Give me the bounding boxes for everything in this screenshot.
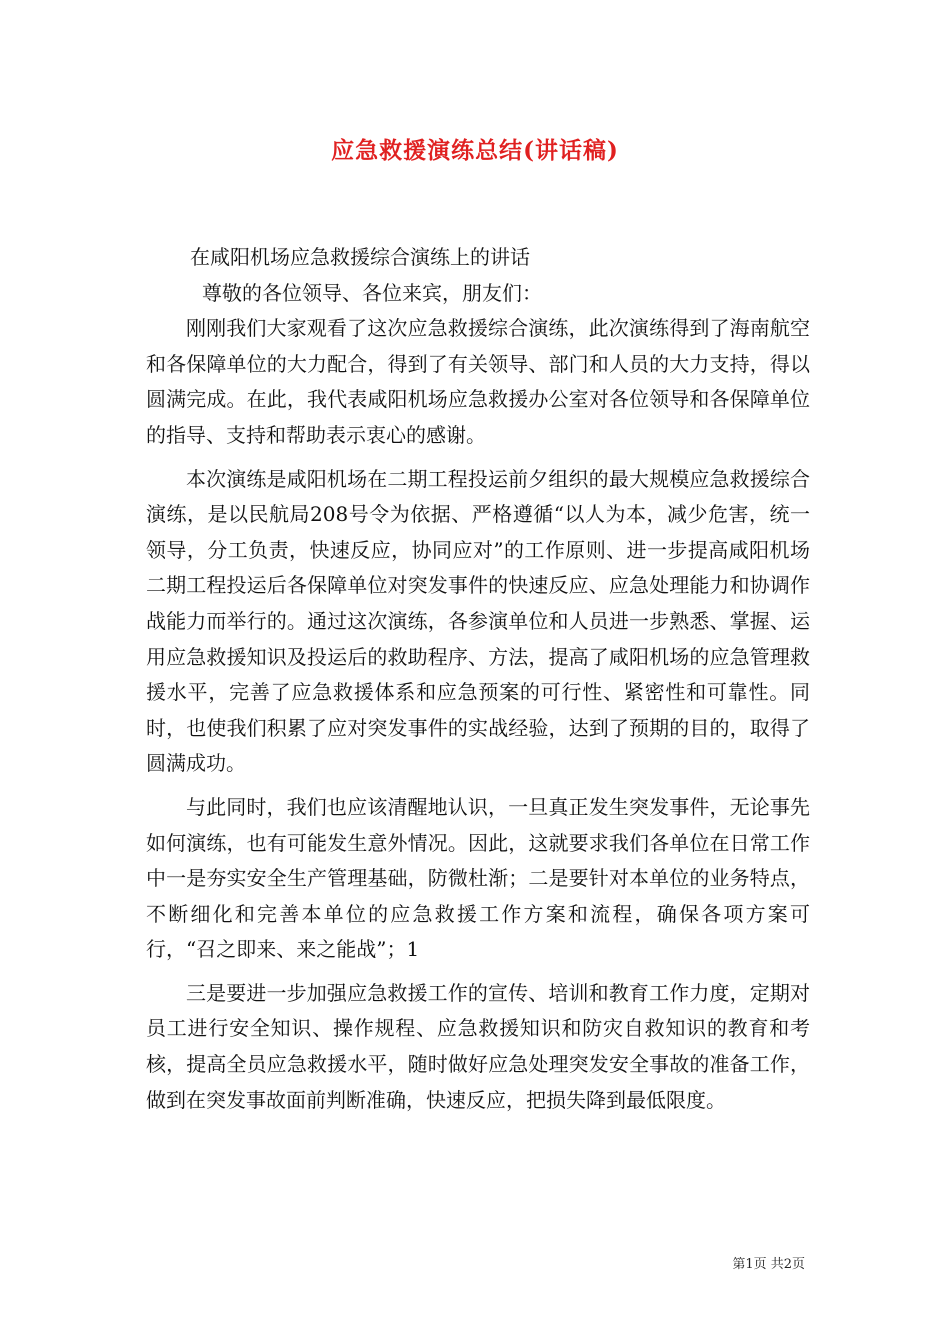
page-number-indicator: 第1页 共2页 xyxy=(732,1257,805,1272)
paragraph-training: 三是要进一步加强应急救援工作的宣传、培训和教育工作力度，定期对员工进行安全知识、操作规程、应急救援知识和防灾自救知识的教育和考核，提高全员应急救援水平，随时做好应急处理突发安全事故的准备工作，做到在突发事故面前判断准确，快速反应，把损失降到最低限度。 xyxy=(146,980,810,1112)
document-body xyxy=(146,240,810,1118)
paragraph-requirements: 与此同时，我们也应该清醒地认识，一旦真正发生突发事件，无论事先如何演练，也有可能发生意外情况。因此，这就要求我们各单位在日常工作中一是夯实安全生产管理基础，防微杜渐；二是要针对本单位的业务特点，不断细化和完善本单位的应急救援工作方案和流程，确保各项方案可行，“召之即来、来之能战”；1 xyxy=(146,794,810,962)
speech-subtitle: 在咸阳机场应急救援综合演练上的讲话 xyxy=(190,245,530,269)
document-title: 应急救援演练总结(讲话稿) xyxy=(331,137,619,164)
paragraph-thanks: 刚刚我们大家观看了这次应急救援综合演练，此次演练得到了海南航空和各保障单位的大力配合，得到了有关领导、部门和人员的大力支持，得以圆满完成。在此，我代表咸阳机场应急救援办公室对各位领导和各保障单位的指导、支持和帮助表示衷心的感谢。 xyxy=(146,316,810,447)
greeting-line: 尊敬的各位领导、各位来宾，朋友们： xyxy=(202,280,542,305)
paragraph-drill-summary: 本次演练是咸阳机场在二期工程投运前夕组织的最大规模应急救援综合演练，是以民航局208号令为依据、严格遵循“以人为本，减少危害，统一领导，分工负责，快速反应，协同应对”的工作原则、进一步提高咸阳机场二期工程投运后各保障单位对突发事件的快速反应、应急处理能力和协调作战能力而举行的。通过这次演练，各参演单位和人员进一步熟悉、掌握、运用应急救援知识及投运后的救助程序、方法，提高了咸阳机场的应急管理救援水平，完善了应急救援体系和应急预案的可行性、紧密性和可靠性。同时，也使我们积累了应对突发事件的实战经验，达到了预期的目的，取得了圆满成功。 xyxy=(146,466,810,776)
